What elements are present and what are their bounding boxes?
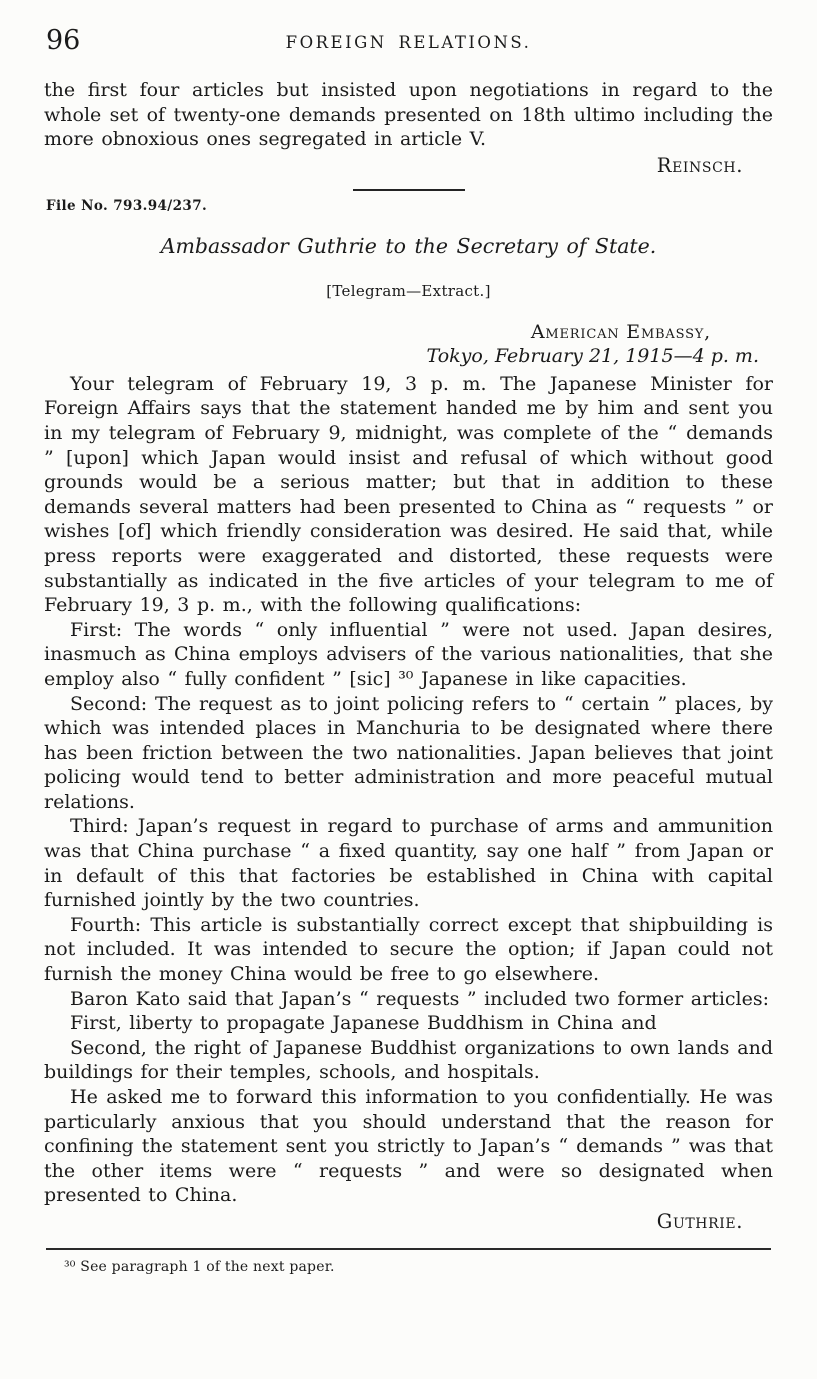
dispatch-paragraph: He asked me to forward this information to you confidentially. He was particularly anxious that you should understand that the reason for confining the statement sent you strictly to Japan’s “ demands ” was that the other items were “ requests ” and were so designated when presented to China.	[44, 1086, 773, 1207]
dispatch-paragraph: First, liberty to propagate Japanese Buddhism in China and	[70, 1012, 657, 1035]
signature-reinsch: Reinsch.	[656, 153, 743, 177]
dispatch-paragraph: Second, the right of Japanese Buddhist organizations to own lands and buildings for their temples, schools, and hospitals.	[44, 1036, 773, 1084]
footnote-text: ³⁰ See paragraph 1 of the next paper.	[64, 1258, 335, 1275]
dispatch-paragraph: Second: The request as to joint policing refers to “ certain ” places, by which was intended places in Manchuria to be designated where there has been friction between the two nationalities. Japan believes that joint policing would tend to better administration and more peaceful mutual relations.	[44, 692, 773, 813]
dispatch-paragraph: Fourth: This article is substantially correct except that shipbuilding is not included. It was intended to secure the option; if Japan could not furnish the money China would be free to go elsewhere.	[44, 913, 773, 986]
footnote-divider-rule	[46, 1248, 771, 1250]
running-header-title: FOREIGN RELATIONS.	[285, 33, 532, 52]
dispatch-heading: Ambassador Guthrie to the Secretary of State.	[160, 233, 657, 258]
dispatch-type-note: [Telegram—Extract.]	[326, 281, 491, 300]
running-header-row	[44, 26, 773, 62]
dispatch-paragraph: Third: Japan’s request in regard to purchase of arms and ammunition was that China purchase “ a fixed quantity, say one half ” from Japan or in default of this that factories be established in China with capital furnished jointly by the two countries.	[44, 815, 773, 912]
section-divider-rule	[353, 189, 465, 191]
dispatch-paragraph: Your telegram of February 19, 3 p. m. The Japanese Minister for Foreign Affairs says that the statement handed me by him and sent you in my telegram of February 9, midnight, was complete of the “ demands ” [upon] which Japan would insist and refusal of which without good grounds would be a serious matter; but that in addition to these demands several matters had been presented to China as “ requests ” or wishes [of] which friendly consideration was desired. He said that, while press reports were exaggerated and distorted, these requests were substantially as indicated in the five articles of your telegram to me of February 19, 3 p. m., with the following qualifications:	[44, 372, 773, 617]
dispatch-sender: American Embassy,	[530, 320, 711, 343]
signature-guthrie: Guthrie.	[656, 1209, 743, 1233]
previous-dispatch-continuation: the first four articles but insisted upon negotiations in regard to the whole set of twenty-one demands presented on 18th ultimo including the more obnoxious ones segregated in article V.	[44, 79, 773, 151]
page-number: 96	[46, 25, 81, 56]
file-number: File No. 793.94/237.	[46, 197, 208, 214]
dispatch-paragraph: First: The words “ only influential ” were not used. Japan desires, inasmuch as China employs advisers of the various nationalities, that she employ also “ fully confident ” [sic] ³⁰ Japanese in like capacities.	[44, 618, 773, 690]
dispatch-dateline: Tokyo, February 21, 1915—4 p. m.	[426, 344, 759, 367]
dispatch-paragraph: Baron Kato said that Japan’s “ requests ” included two former articles:	[70, 987, 770, 1010]
